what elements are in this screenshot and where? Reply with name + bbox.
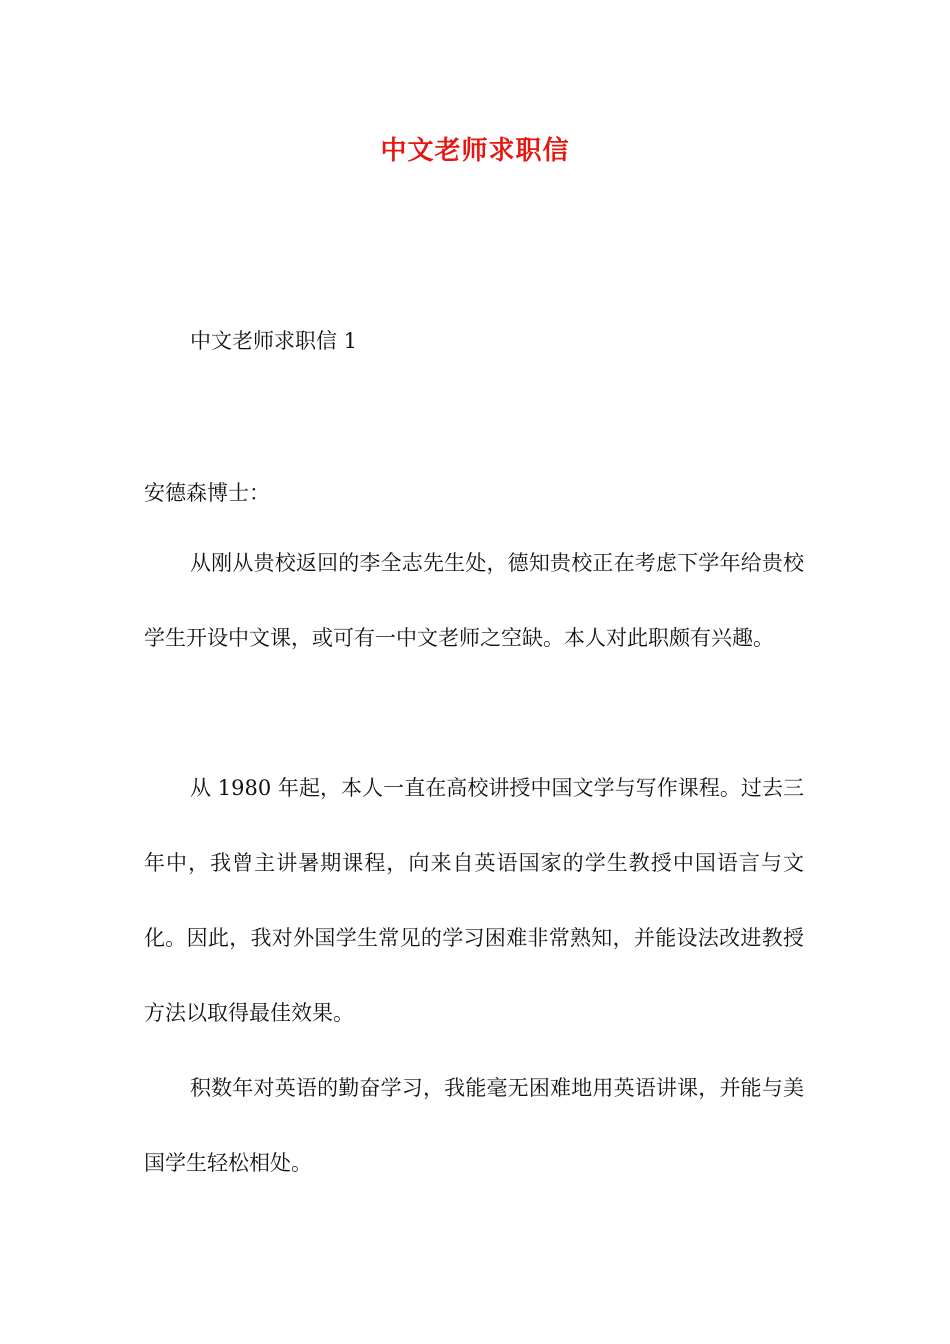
paragraph-1: 从刚从贵校返回的李全志先生处，德知贵校正在考虑下学年给贵校学生开设中文课，或可有一中文老师之空缺。本人对此职颇有兴趣。 xyxy=(144,551,804,650)
paragraph-3: 积数年对英语的勤奋学习，我能毫无困难地用英语讲课，并能与美国学生轻松相处。 xyxy=(144,1076,804,1175)
paragraph-2: 从 1980 年起，本人一直在高校讲授中国文学与写作课程。过去三年中，我曾主讲暑期课程，向来自英语国家的学生教授中国语言与文化。因此，我对外国学生常见的学习困难非常熟知，并能设法改进教授方法以取得最佳效果。 xyxy=(144,776,804,1025)
salutation: 安德森博士： xyxy=(144,481,270,505)
document-title: 中文老师求职信 xyxy=(380,136,570,166)
letter-subtitle: 中文老师求职信 1 xyxy=(190,329,358,353)
